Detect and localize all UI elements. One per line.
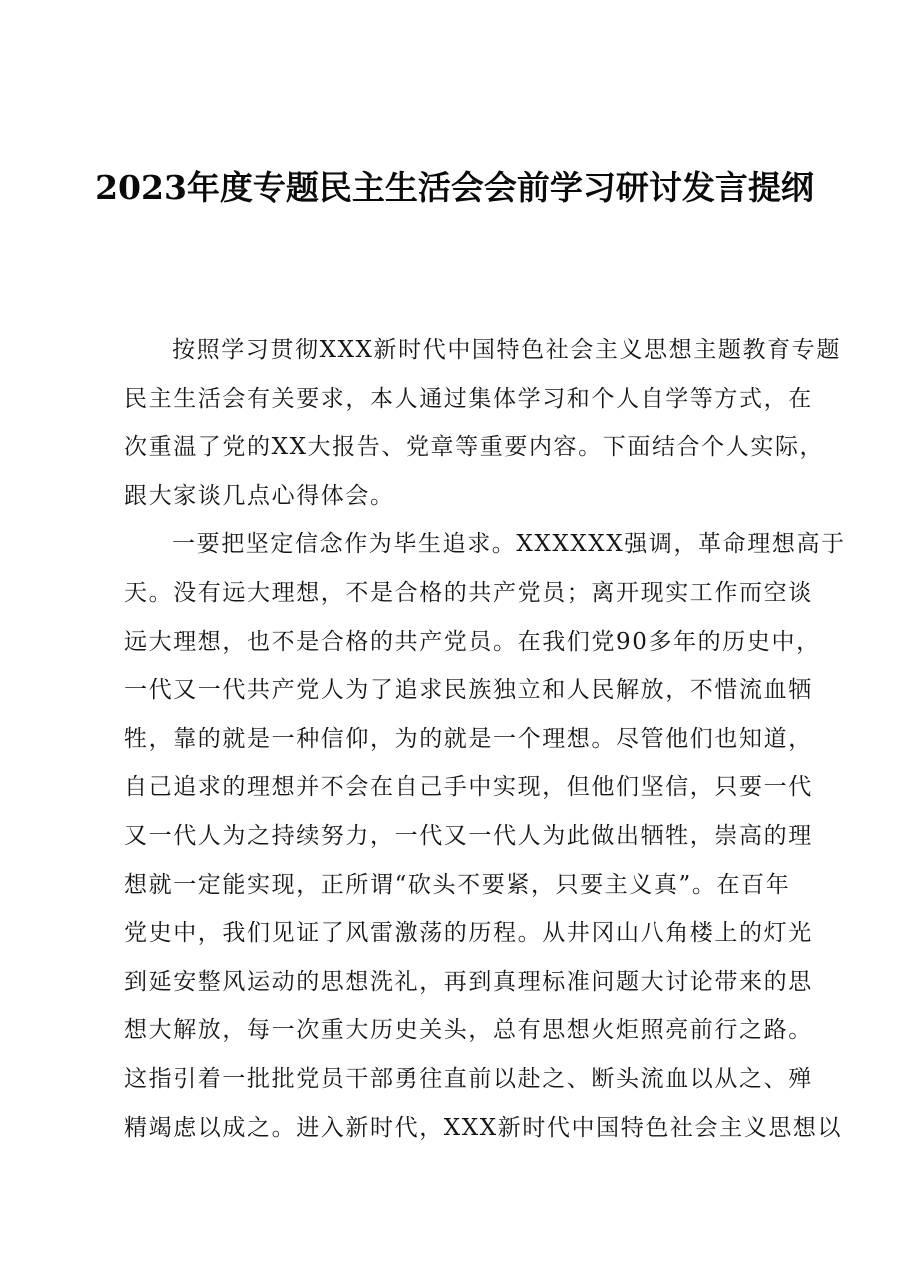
paragraph-line: 牲，靠的就是一种信仰，为的就是一个理想。尽管他们也知道， <box>124 725 813 752</box>
document-title: 2023年度专题民主生活会会前学习研讨发言提纲 <box>95 168 814 207</box>
paragraph-line: 自己追求的理想并不会在自己手中实现，但他们坚信，只要一代 <box>124 774 813 801</box>
paragraph-line: 到延安整风运动的思想洗礼，再到真理标准问题大讨论带来的思 <box>124 968 813 995</box>
paragraph-line: 这指引着一批批党员干部勇往直前以赴之、断头流血以从之、殚 <box>124 1065 813 1092</box>
paragraph-line: 想就一定能实现，正所谓“砍头不要紧，只要主义真”。在百年 <box>124 871 791 898</box>
paragraph-line: 一要把坚定信念作为毕生追求。XXXXXX强调，革命理想高于 <box>172 531 846 558</box>
paragraph-line: 次重温了党的XX大报告、党章等重要内容。下面结合个人实际， <box>124 434 825 461</box>
paragraph-line: 跟大家谈几点心得体会。 <box>124 482 395 509</box>
paragraph-line: 党史中，我们见证了风雷激荡的历程。从井冈山八角楼上的灯光 <box>124 920 813 947</box>
paragraph-line: 精竭虑以成之。进入新时代，XXX新时代中国特色社会主义思想以 <box>124 1114 843 1141</box>
paragraph-line: 又一代人为之持续努力，一代又一代人为此做出牺牲，崇高的理 <box>124 822 813 849</box>
paragraph-line: 民主生活会有关要求，本人通过集体学习和个人自学等方式，在 <box>124 385 813 412</box>
paragraph-line: 想大解放，每一次重大历史关头，总有思想火炬照亮前行之路。 <box>124 1017 813 1044</box>
paragraph-line: 按照学习贯彻XXX新时代中国特色社会主义思想主题教育专题 <box>172 337 841 363</box>
paragraph-line: 远大理想，也不是合格的共产党员。在我们党90多年的历史中， <box>124 628 821 655</box>
document-body <box>124 326 846 1152</box>
paragraph-line: 天。没有远大理想，不是合格的共产党员；离开现实工作而空谈 <box>124 579 813 606</box>
paragraph-line: 一代又一代共产党人为了追求民族独立和人民解放，不惜流血牺 <box>124 677 813 704</box>
